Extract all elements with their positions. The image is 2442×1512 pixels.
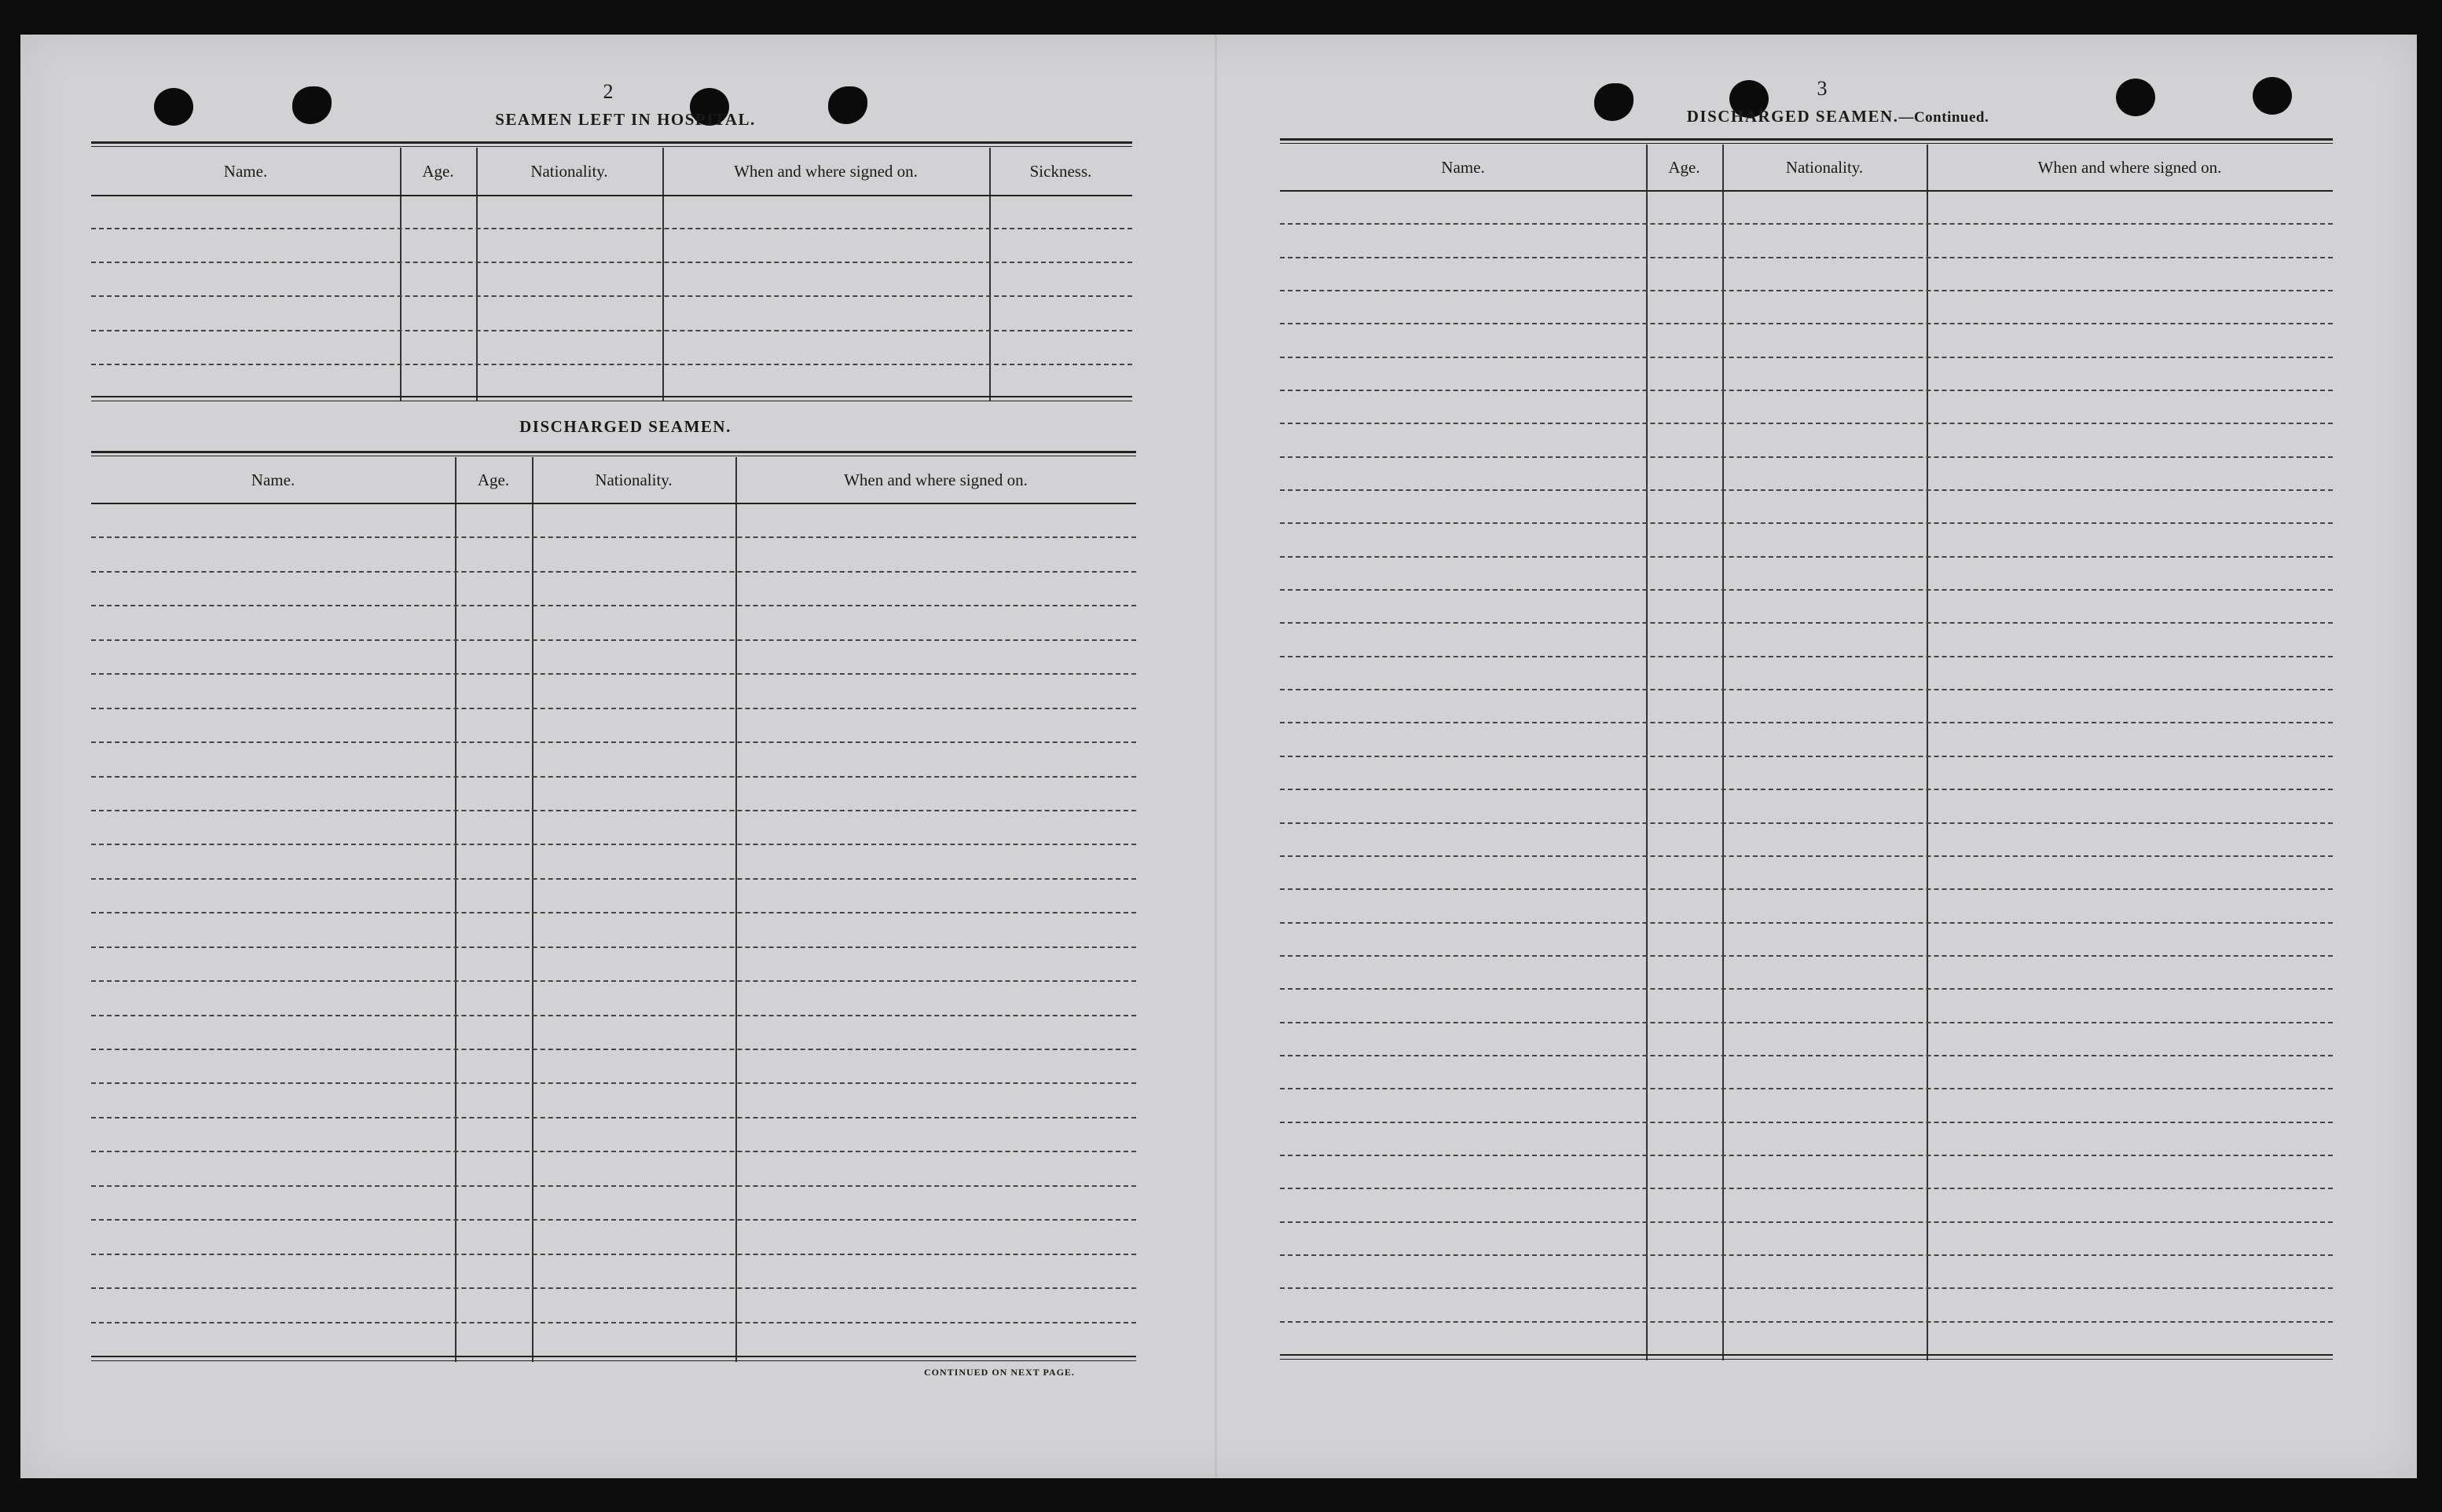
page-number: 2 bbox=[603, 80, 614, 103]
table-row bbox=[1280, 489, 2333, 491]
table-row bbox=[91, 1254, 1136, 1255]
table-row bbox=[91, 844, 1136, 845]
table-row bbox=[1280, 390, 2333, 391]
table-row bbox=[1280, 756, 2333, 757]
table-row bbox=[91, 878, 1136, 880]
page-number: 3 bbox=[1817, 77, 1828, 100]
column-header: Name. bbox=[1441, 157, 1485, 177]
table-row bbox=[91, 330, 1132, 331]
table-row bbox=[91, 673, 1136, 675]
table-row bbox=[91, 1322, 1136, 1323]
table-row bbox=[1280, 955, 2333, 957]
table-row bbox=[91, 1151, 1136, 1152]
table-row bbox=[91, 741, 1136, 743]
table-row bbox=[1280, 1188, 2333, 1189]
column-header: Name. bbox=[223, 161, 268, 181]
table-row bbox=[91, 1185, 1136, 1187]
column-header: Nationality. bbox=[530, 161, 608, 181]
table-row bbox=[91, 571, 1136, 573]
column-header: Nationality. bbox=[595, 470, 673, 489]
table-row bbox=[1280, 556, 2333, 558]
table-row bbox=[1280, 656, 2333, 657]
section-title-discharged-continued bbox=[1618, 107, 2058, 126]
table-row bbox=[91, 1082, 1136, 1084]
table-row bbox=[91, 946, 1136, 948]
table-row bbox=[91, 776, 1136, 778]
table-row bbox=[1280, 323, 2333, 324]
table-row bbox=[91, 228, 1132, 229]
continued-note: CONTINUED ON NEXT PAGE. bbox=[924, 1367, 1075, 1378]
title-text: DISCHARGED SEAMEN. bbox=[1686, 107, 1899, 126]
discharged-table bbox=[91, 451, 1136, 1362]
punch-hole bbox=[2253, 77, 2292, 115]
table-row bbox=[1280, 1088, 2333, 1089]
table-row bbox=[1280, 1055, 2333, 1056]
table-row bbox=[1280, 1155, 2333, 1156]
section-title-discharged: DISCHARGED SEAMEN. bbox=[519, 417, 732, 436]
table-row bbox=[1280, 622, 2333, 624]
punch-hole bbox=[2116, 79, 2155, 116]
column-header: When and where signed on. bbox=[844, 470, 1028, 489]
table-row bbox=[91, 980, 1136, 982]
ledger-sheet bbox=[20, 35, 2417, 1478]
table-row bbox=[1280, 522, 2333, 524]
discharged-continued-table bbox=[1280, 138, 2333, 1360]
right-page bbox=[1217, 35, 2417, 1478]
table-row bbox=[1280, 589, 2333, 591]
table-row bbox=[91, 639, 1136, 641]
column-header: Sickness. bbox=[1029, 161, 1092, 181]
table-row bbox=[1280, 1321, 2333, 1323]
column-header: When and where signed on. bbox=[734, 161, 918, 181]
table-row bbox=[1280, 456, 2333, 458]
table-row bbox=[91, 1049, 1136, 1050]
punch-hole bbox=[292, 86, 332, 124]
table-row bbox=[91, 536, 1136, 538]
table-row bbox=[1280, 257, 2333, 258]
table-row bbox=[91, 1015, 1136, 1016]
punch-hole bbox=[154, 88, 193, 126]
table-row bbox=[1280, 855, 2333, 857]
table-row bbox=[91, 1117, 1136, 1118]
table-row bbox=[1280, 822, 2333, 824]
table-row bbox=[1280, 1122, 2333, 1123]
table-row bbox=[91, 605, 1136, 606]
column-header: Nationality. bbox=[1785, 157, 1864, 177]
table-row bbox=[91, 1219, 1136, 1221]
table-row bbox=[1280, 1022, 2333, 1023]
table-row bbox=[1280, 290, 2333, 291]
table-row bbox=[1280, 1254, 2333, 1256]
column-header: Name. bbox=[251, 470, 295, 489]
table-row bbox=[1280, 223, 2333, 225]
title-suffix: —Continued. bbox=[1898, 109, 1989, 126]
table-row bbox=[91, 708, 1136, 709]
table-row bbox=[1280, 988, 2333, 990]
table-row bbox=[91, 912, 1136, 913]
table-row bbox=[91, 295, 1132, 297]
table-row bbox=[1280, 357, 2333, 358]
column-header: When and where signed on. bbox=[2037, 157, 2222, 177]
table-row bbox=[1280, 1221, 2333, 1223]
table-row bbox=[1280, 1287, 2333, 1289]
table-row bbox=[1280, 888, 2333, 890]
table-row bbox=[1280, 922, 2333, 924]
table-row bbox=[91, 262, 1132, 263]
table-row bbox=[1280, 423, 2333, 424]
table-row bbox=[91, 364, 1132, 365]
table-row bbox=[1280, 789, 2333, 790]
table-row bbox=[1280, 722, 2333, 723]
column-header: Age. bbox=[477, 470, 510, 489]
table-row bbox=[91, 1287, 1136, 1289]
table-row bbox=[91, 810, 1136, 811]
column-header: Age. bbox=[1668, 157, 1700, 177]
section-title-hospital: SEAMEN LEFT IN HOSPITAL. bbox=[495, 110, 756, 129]
table-row bbox=[1280, 689, 2333, 690]
hospital-table bbox=[91, 141, 1132, 401]
left-page bbox=[20, 35, 1215, 1478]
column-header: Age. bbox=[422, 161, 454, 181]
